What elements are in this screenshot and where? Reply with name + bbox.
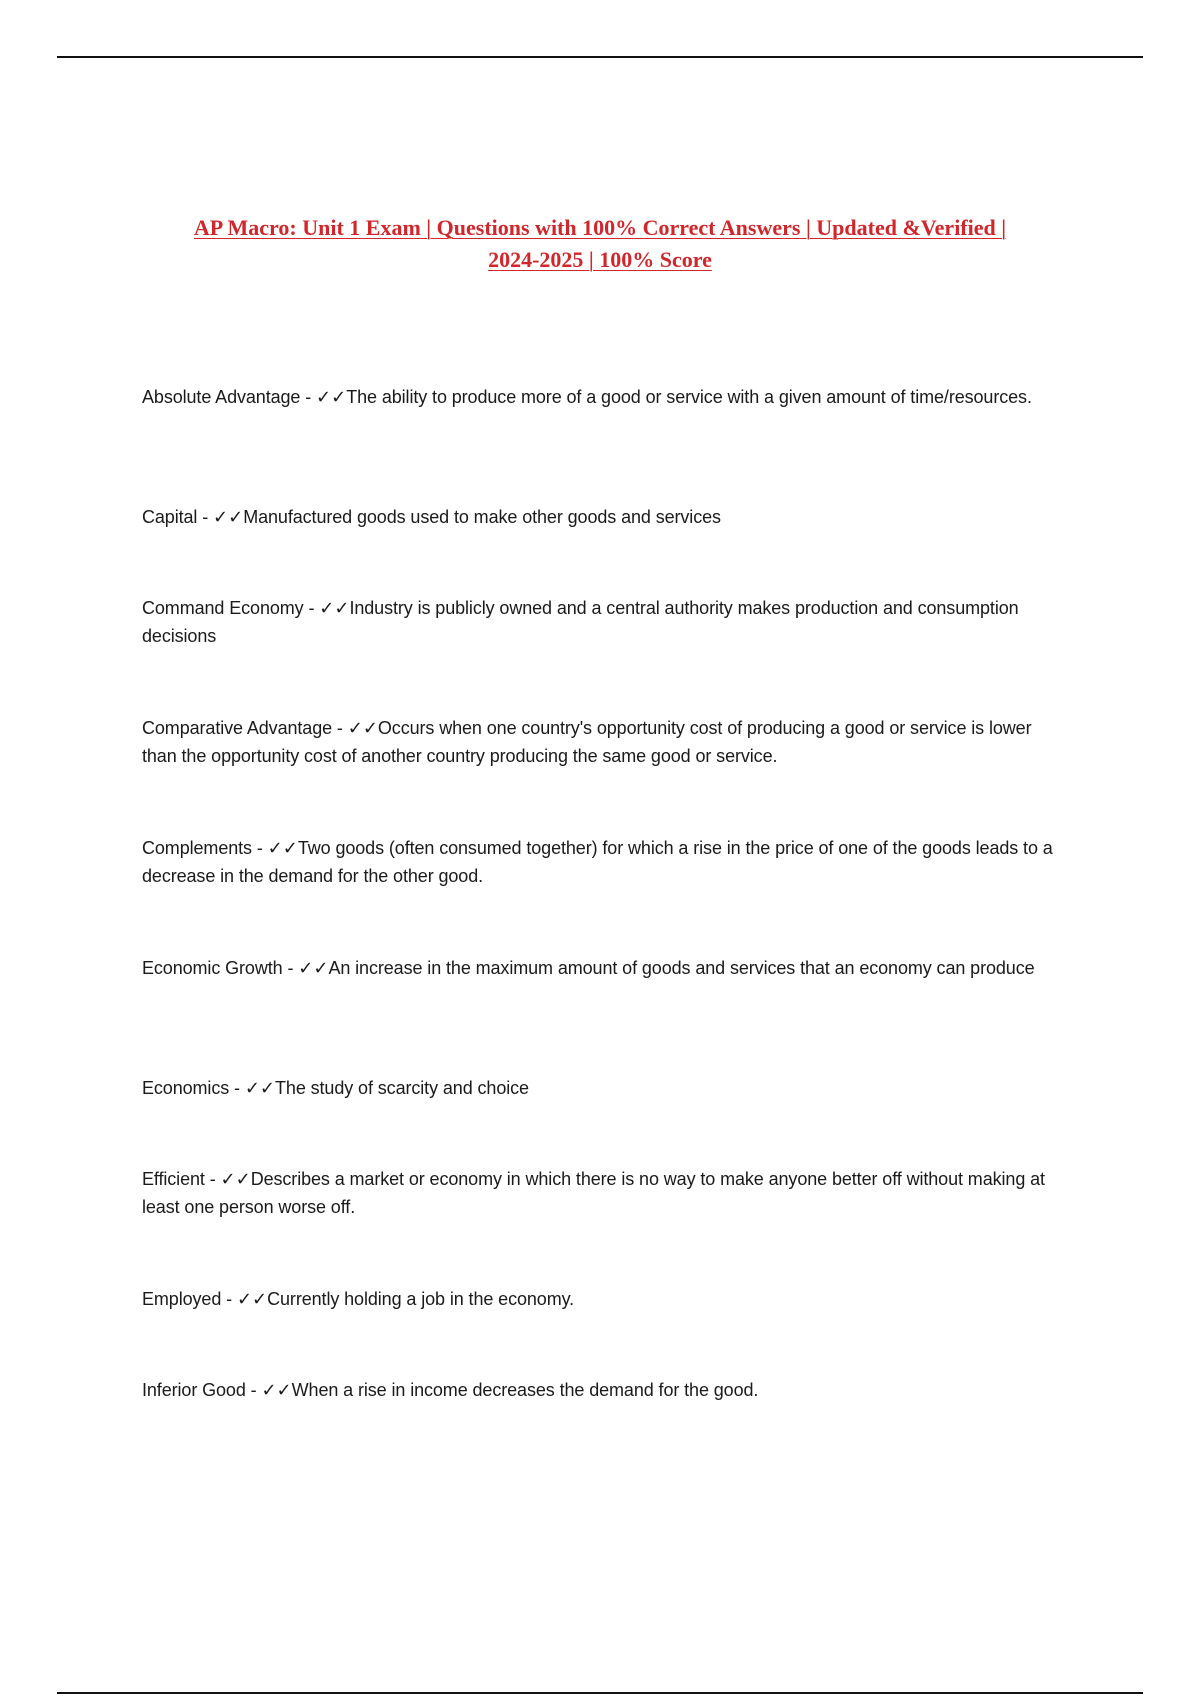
definition-entry (142, 1074, 1062, 1102)
definition-entry (142, 954, 1062, 982)
check-icon: ✓✓ (220, 1169, 251, 1189)
entry-separator: - (204, 1169, 221, 1189)
entry-term: Economic Growth (142, 958, 283, 978)
check-icon: ✓✓ (298, 958, 329, 978)
entry-definition: Currently holding a job in the economy. (267, 1289, 575, 1309)
entry-definition: Occurs when one country's opportunity cost of producing a good or service is lower than the opportunity cost of another country producing the same good or service. (142, 718, 1032, 766)
title-line-2: 2024-2025 | 100% Score (488, 247, 712, 272)
entry-separator: - (251, 838, 268, 858)
entry-term: Efficient (142, 1169, 205, 1189)
check-icon: ✓✓ (319, 598, 350, 618)
entry-term: Comparative Advantage (142, 718, 333, 738)
entry-separator: - (303, 598, 320, 618)
title-line-1: AP Macro: Unit 1 Exam | Questions with 100% Correct Answers | Updated &Verified | (193, 215, 1007, 240)
definition-entry (142, 834, 1062, 890)
entry-definition: Industry is publicly owned and a central authority makes production and consumption decisions (142, 598, 1019, 646)
document-title (100, 212, 1100, 276)
entry-term: Command Economy (142, 598, 304, 618)
entry-term: Inferior Good (142, 1380, 246, 1400)
definition-entry (142, 1376, 1062, 1404)
entry-definition: Describes a market or economy in which there is no way to make anyone better off without making at least one person worse off. (142, 1169, 1045, 1217)
entry-definition: Two goods (often consumed together) for which a rise in the price of one of the goods leads to a decrease in the demand for the other good. (142, 838, 1053, 886)
entry-definition: The study of scarcity and choice (275, 1078, 529, 1098)
entry-term: Capital (142, 507, 198, 527)
entry-term: Complements (142, 838, 252, 858)
entry-term: Absolute Advantage (142, 387, 301, 407)
entry-definition: An increase in the maximum amount of goods and services that an economy can produce (328, 958, 1035, 978)
entry-term: Employed (142, 1289, 222, 1309)
check-icon: ✓✓ (213, 507, 244, 527)
bottom-rule (57, 1692, 1143, 1694)
definition-entry (142, 1165, 1062, 1221)
definition-entry (142, 503, 1062, 531)
top-rule (57, 56, 1143, 58)
entry-separator: - (300, 387, 317, 407)
check-icon: ✓✓ (236, 1289, 268, 1309)
entry-definition: When a rise in income decreases the demand for the good. (291, 1380, 759, 1400)
definition-entry (142, 383, 1062, 411)
entry-definition: Manufactured goods used to make other goods and services (243, 507, 721, 527)
entry-separator: - (197, 507, 214, 527)
entry-definition: The ability to produce more of a good or service with a given amount of time/resources. (346, 387, 1032, 407)
entry-separator: - (245, 1380, 262, 1400)
definition-entry (142, 594, 1062, 650)
check-icon: ✓✓ (267, 838, 298, 858)
entry-separator: - (282, 958, 299, 978)
definition-entry (142, 1285, 1062, 1313)
check-icon: ✓✓ (261, 1380, 292, 1400)
check-icon: ✓✓ (347, 718, 378, 738)
definition-entry (142, 714, 1062, 770)
entry-separator: - (221, 1289, 237, 1309)
entry-term: Economics (142, 1078, 230, 1098)
check-icon: ✓✓ (316, 387, 347, 407)
entry-separator: - (332, 718, 348, 738)
entry-separator: - (229, 1078, 245, 1098)
check-icon: ✓✓ (244, 1078, 276, 1098)
